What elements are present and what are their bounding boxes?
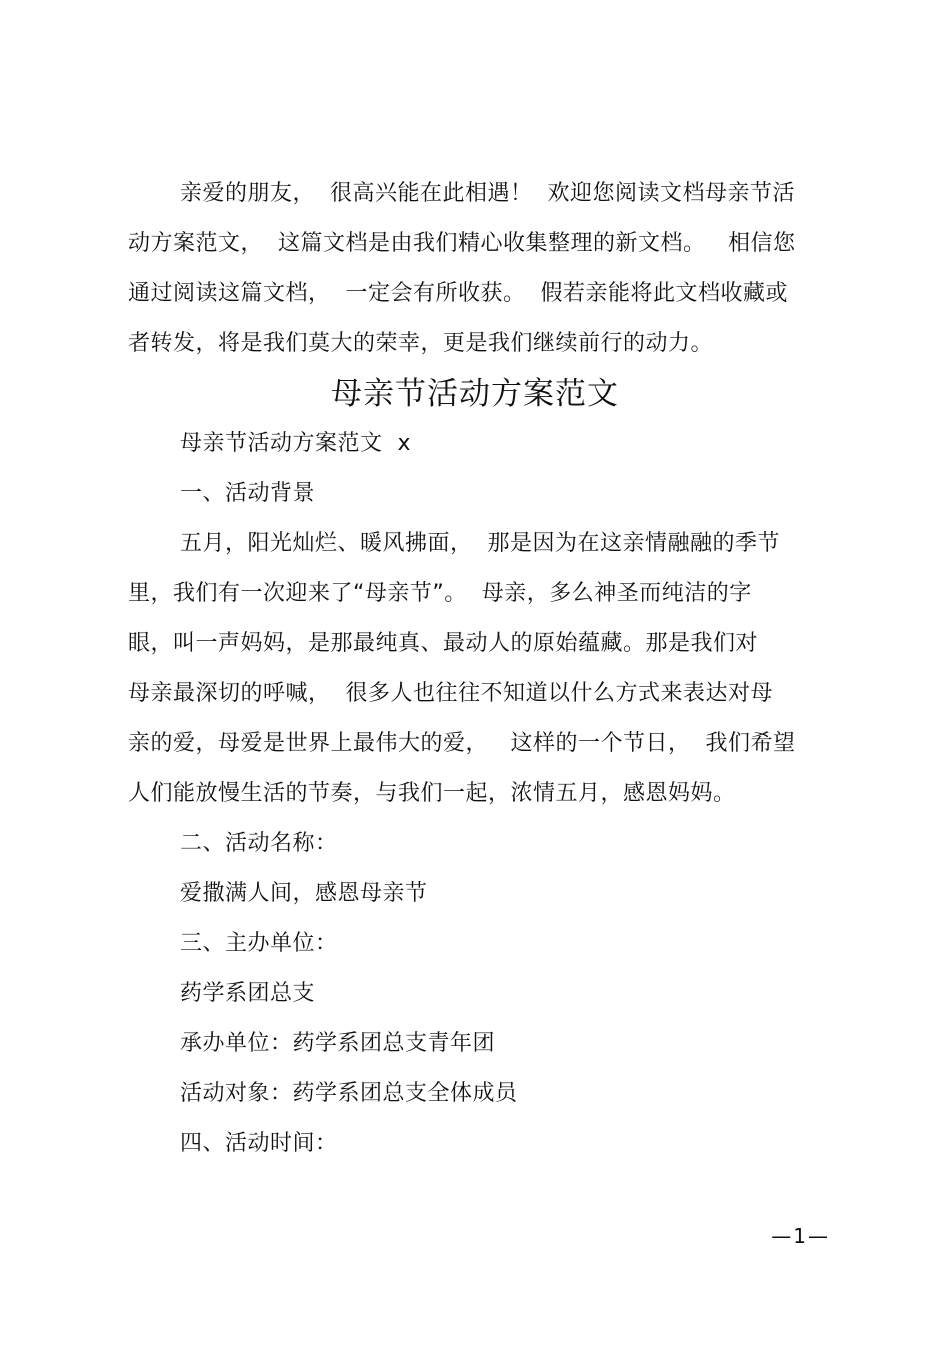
section-heading-host: 三、主办单位：	[180, 931, 338, 956]
host-unit: 药学系团总支	[180, 981, 316, 1006]
section-heading-background: 一、活动背景	[180, 481, 316, 506]
background-line-6: 人们能放慢生活的节奏，与我们一起，浓情五月，感恩妈妈。	[128, 781, 736, 806]
background-line-5: 亲的爱，母爱是世界上最伟大的爱， 这样的一个节日， 我们希望	[128, 731, 796, 756]
activity-target: 活动对象：药学系团总支全体成员	[180, 1081, 518, 1106]
organizer-unit: 承办单位：药学系团总支青年团	[180, 1031, 496, 1056]
background-line-4: 母亲最深切的呼喊， 很多人也往往不知道以什么方式来表达对母	[128, 681, 773, 706]
intro-line-1: 亲爱的朋友， 很高兴能在此相遇！ 欢迎您阅读文档母亲节活	[180, 181, 795, 206]
intro-line-4: 者转发，将是我们莫大的荣幸，更是我们继续前行的动力。	[128, 331, 714, 356]
document-title: 母亲节活动方案范文	[331, 376, 619, 412]
background-line-1: 五月，阳光灿烂、暖风拂面， 那是因为在这亲情融融的季节	[180, 531, 780, 556]
document-subtitle: 母亲节活动方案范文 x	[180, 431, 412, 456]
background-line-2: 里，我们有一次迎来了“母亲节”。 母亲，多么神圣而纯洁的字	[128, 581, 752, 606]
page-number: —1—	[771, 1224, 830, 1248]
background-line-3: 眼，叫一声妈妈，是那最纯真、最动人的原始蕴藏。那是我们对	[128, 631, 759, 656]
activity-name: 爱撒满人间，感恩母亲节	[180, 881, 428, 906]
section-heading-time: 四、活动时间：	[180, 1131, 338, 1156]
section-heading-name: 二、活动名称：	[180, 831, 338, 856]
intro-line-2: 动方案范文， 这篇文档是由我们精心收集整理的新文档。 相信您	[128, 231, 796, 256]
intro-line-3: 通过阅读这篇文档， 一定会有所收获。 假若亲能将此文档收藏或	[128, 281, 788, 306]
